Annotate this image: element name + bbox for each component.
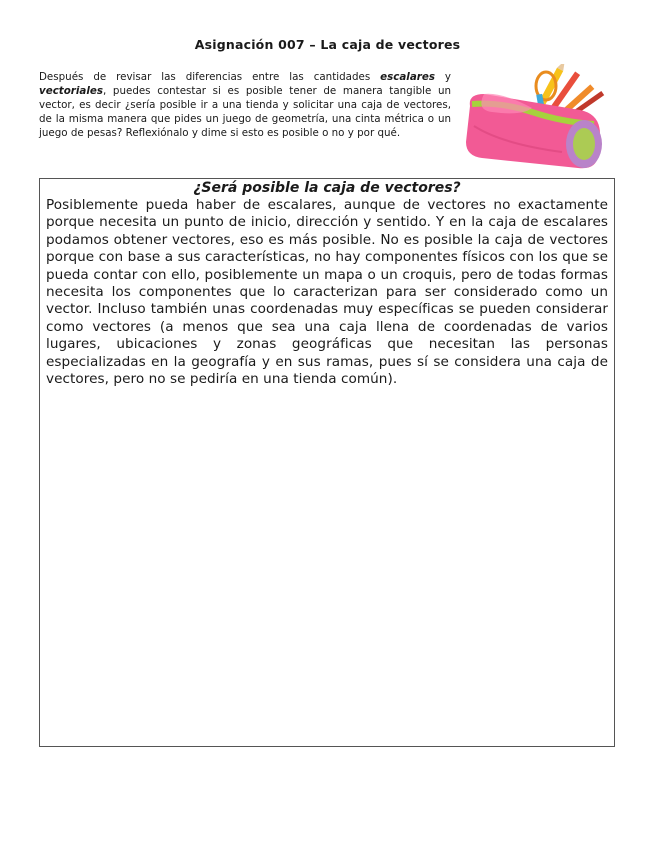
instructions-text-2: y xyxy=(434,71,451,83)
assignment-title: Asignación 007 – La caja de vectores xyxy=(194,37,461,52)
instructions-text-1: Después de revisar las diferencias entre las cantidades xyxy=(39,71,381,83)
instructions-paragraph xyxy=(39,70,451,140)
term-escalares: escalares xyxy=(380,71,435,83)
pencil-case-illustration xyxy=(462,64,612,172)
term-vectoriales: vectoriales xyxy=(39,85,103,97)
answer-box xyxy=(39,178,615,747)
answer-text[interactable]: Posiblemente pueda haber de escalares, aunque de vectores no exactamente porque necesita un punto de inicio, dirección y sentido. Y en la caja de escalares podamos obtener vectores, eso es más posible. No es posible la caja de vectores porque con base a sus características, no hay componentes físicos con los que se pueda contar con ello, posiblemente un mapa o un croquis, pero de todas formas necesita los componentes que lo caracterizan para ser considerado como un vector. Incluso también unas coordenadas muy específicas se pueden considerar como vectores (a menos que sea una caja llena de coordenadas de varios lugares, ubicaciones y zonas geográficas que necesitan las personas especializadas en la geografía y en sus ramas, pues sí se considera una caja de vectores, pero no se pediría en una tienda común). xyxy=(46,197,608,388)
pencil-case-icon xyxy=(462,64,612,172)
answer-box-title: ¿Será posible la caja de vectores? xyxy=(193,180,461,196)
instructions-text-3: , puedes contestar si es posible tener de manera tangible un vector, es decir ¿sería posible ir a una tienda y solicitar una caja de vectores, de la misma manera que pides un juego de geometría, una cinta métrica o un juego de pesas? Reflexiónalo y dime si esto es posible o no y por qué. xyxy=(39,85,451,139)
